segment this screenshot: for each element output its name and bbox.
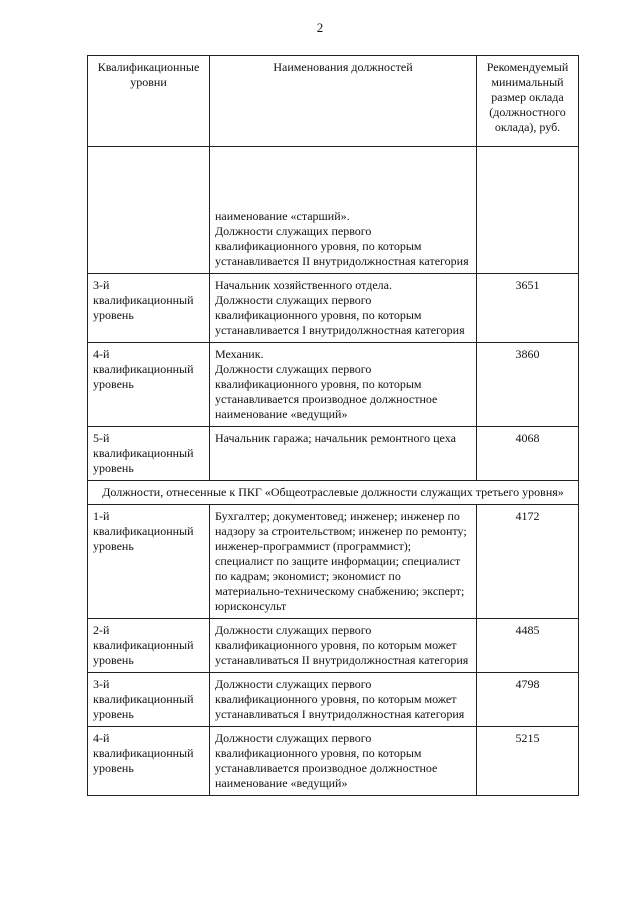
cell-line: Должности служащих первого квалификационного уровня, по которым устанавливается производное должностное наименование «ведущий» xyxy=(215,731,438,790)
level-cell: 1-й квалификационный уровень xyxy=(88,505,210,619)
header-levels: Квалификационные уровни xyxy=(88,56,210,147)
table-row xyxy=(88,505,579,619)
cell-line: Механик. xyxy=(215,347,264,361)
positions-cell xyxy=(210,343,477,427)
table-row xyxy=(88,673,579,727)
salary-cell: 3651 xyxy=(477,274,579,343)
section-title: Должности, отнесенные к ПКГ «Общеотраслевые должности служащих третьего уровня» xyxy=(88,481,579,505)
cell-line: Начальник хозяйственного отдела. xyxy=(215,278,392,292)
level-cell: 5-й квалификационный уровень xyxy=(88,427,210,481)
cell-line: Должности служащих первого квалификационного уровня, по которым устанавливается II внутридолжностная категория xyxy=(215,224,469,268)
cell-line: Должности служащих первого квалификационного уровня, по которым устанавливается I внутридолжностная категория xyxy=(215,293,465,337)
table-header-row xyxy=(88,56,579,147)
table-row xyxy=(88,427,579,481)
positions-cell xyxy=(210,727,477,796)
positions-cell xyxy=(210,427,477,481)
salary-cell xyxy=(477,205,579,274)
table-spacer-row xyxy=(88,147,579,206)
level-cell: 3-й квалификационный уровень xyxy=(88,274,210,343)
salary-table xyxy=(87,55,579,796)
positions-cell xyxy=(210,505,477,619)
salary-cell: 4172 xyxy=(477,505,579,619)
positions-cell xyxy=(210,205,477,274)
level-cell: 3-й квалификационный уровень xyxy=(88,673,210,727)
table-row xyxy=(88,619,579,673)
cell-line: Начальник гаража; начальник ремонтного цеха xyxy=(215,431,456,445)
level-cell: 4-й квалификационный уровень xyxy=(88,343,210,427)
section-header-row xyxy=(88,481,579,505)
cell-line: наименование «старший». xyxy=(215,209,350,223)
table-row xyxy=(88,727,579,796)
table-row xyxy=(88,274,579,343)
page-number: 2 xyxy=(316,20,324,35)
header-positions: Наименования должностей xyxy=(210,56,477,147)
table-row xyxy=(88,343,579,427)
cell-line: Должности служащих первого квалификационного уровня, по которым может устанавливаться II внутридолжностная категория xyxy=(215,623,469,667)
salary-cell: 4485 xyxy=(477,619,579,673)
table-row xyxy=(88,205,579,274)
cell-line: Бухгалтер; документовед; инженер; инженер по надзору за строительством; инженер по ремонту; инженер-программист (программист); специалист по защите информации; специалист по кадрам; экономист; экономист по материально-техническому снабжению; эксперт; юрисконсульт xyxy=(215,509,467,613)
positions-cell xyxy=(210,619,477,673)
level-cell xyxy=(88,205,210,274)
level-cell: 4-й квалификационный уровень xyxy=(88,727,210,796)
header-salary: Рекомендуемый минимальный размер оклада (должностного оклада), руб. xyxy=(477,56,579,147)
salary-cell: 3860 xyxy=(477,343,579,427)
cell-line: Должности служащих первого квалификационного уровня, по которым может устанавливаться I внутридолжностная категория xyxy=(215,677,465,721)
salary-cell: 4068 xyxy=(477,427,579,481)
salary-cell: 5215 xyxy=(477,727,579,796)
salary-cell: 4798 xyxy=(477,673,579,727)
level-cell: 2-й квалификационный уровень xyxy=(88,619,210,673)
positions-cell xyxy=(210,673,477,727)
cell-line: Должности служащих первого квалификационного уровня, по которым устанавливается производное должностное наименование «ведущий» xyxy=(215,362,438,421)
positions-cell xyxy=(210,274,477,343)
